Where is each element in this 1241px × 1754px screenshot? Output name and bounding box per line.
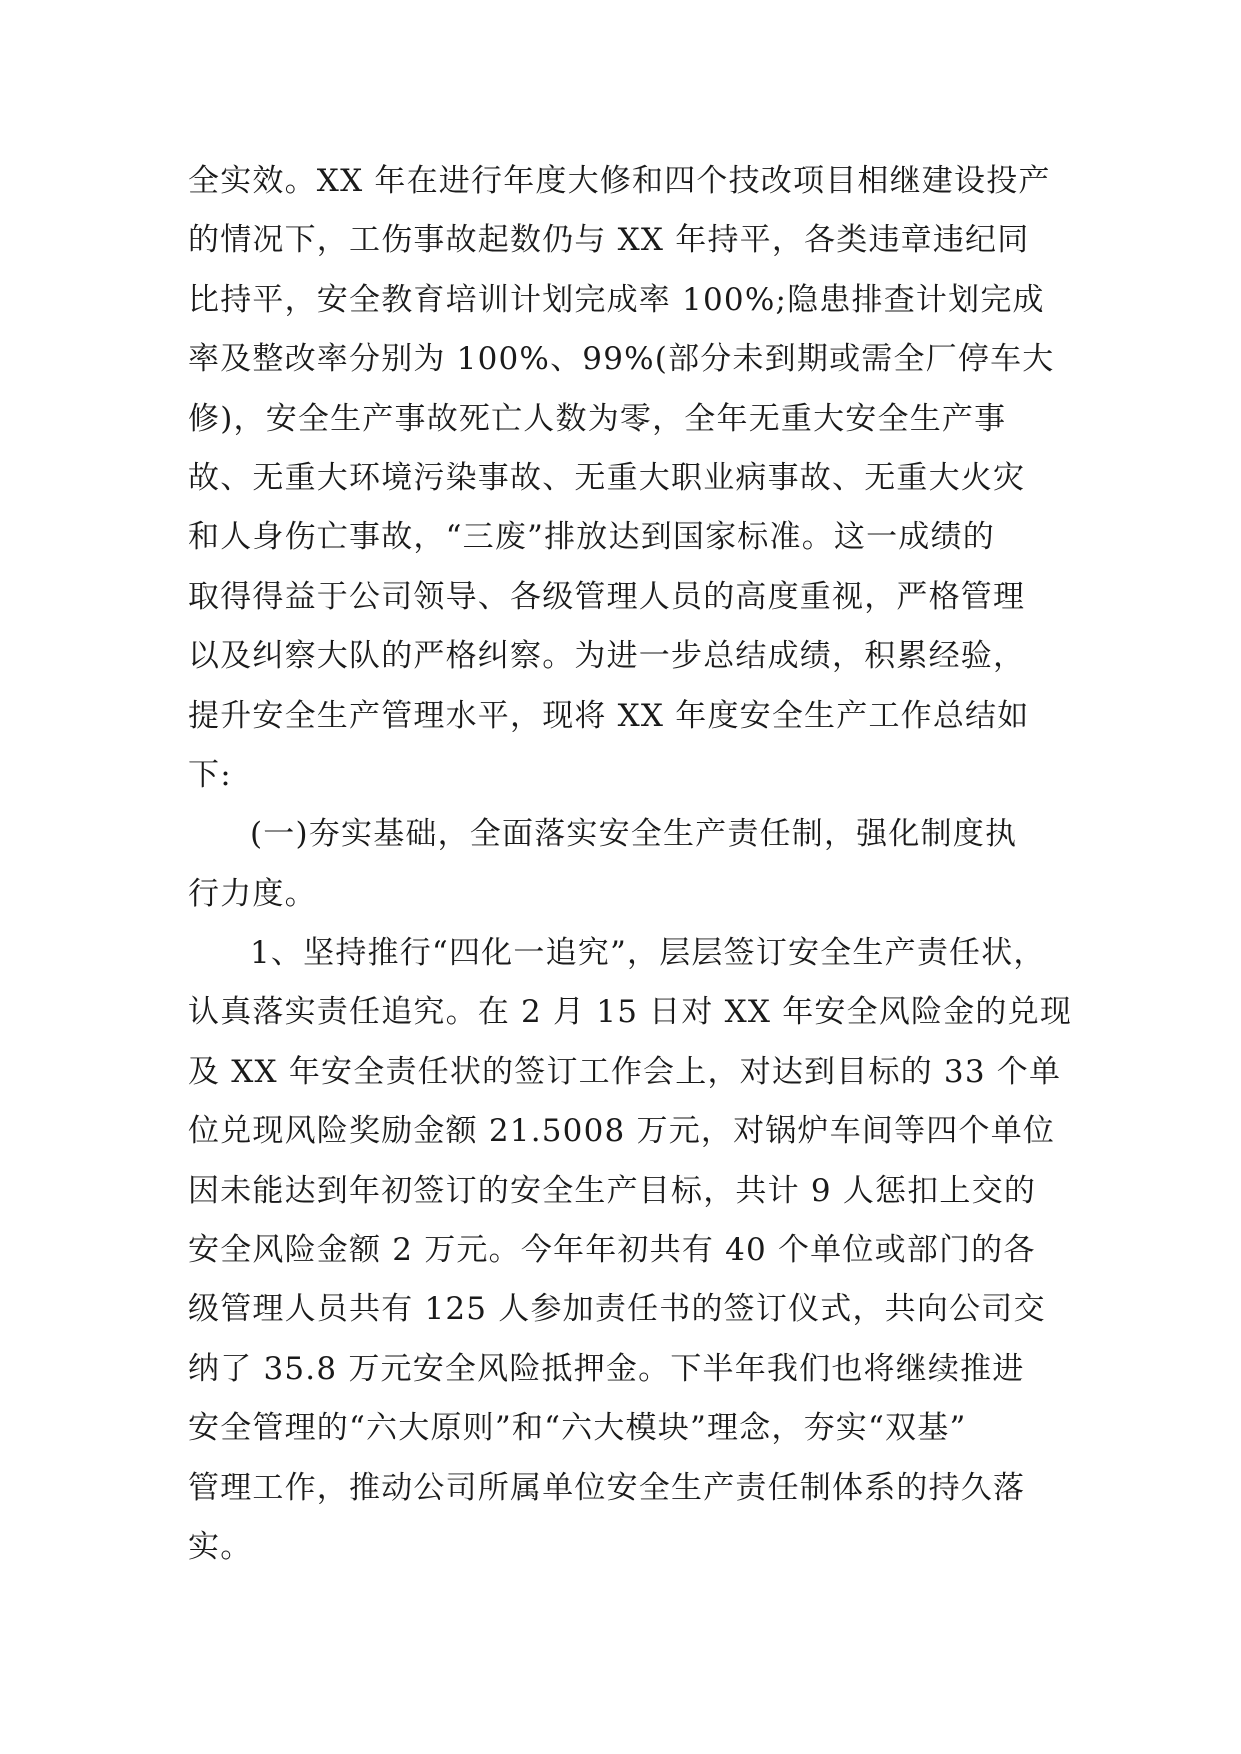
- text-line: 级管理人员共有 125 人参加责任书的签订仪式，共向公司交: [188, 1291, 1046, 1328]
- text-line: 安全管理的“六大原则”和“六大模块”理念，夯实“双基”: [188, 1410, 967, 1447]
- text-line: 管理工作，推动公司所属单位安全生产责任制体系的持久落: [188, 1469, 1026, 1506]
- text-line: 比持平，安全教育培训计划完成率 100%;隐患排查计划完成: [188, 281, 1045, 318]
- text-line: 以及纠察大队的严格纠察。为进一步总结成绩，积累经验，: [188, 638, 1026, 675]
- text-line: 全实效。XX 年在进行年度大修和四个技改项目相继建设投产: [188, 163, 1051, 199]
- text-line: 修)，安全生产事故死亡人数为零，全年无重大安全生产事: [188, 400, 1007, 437]
- text-line: 因未能达到年初签订的安全生产目标，共计 9 人惩扣上交的: [188, 1172, 1037, 1209]
- text-line: 的情况下，工伤事故起数仍与 XX 年持平，各类违章违纪同: [188, 222, 1030, 259]
- text-line: 实。: [188, 1528, 253, 1565]
- text-line: 安全风险金额 2 万元。今年年初共有 40 个单位或部门的各: [188, 1232, 1036, 1269]
- text-line: 取得得益于公司领导、各级管理人员的高度重视，严格管理: [188, 578, 1026, 615]
- text-line: 率及整改率分别为 100%、99%(部分未到期或需全厂停车大: [188, 341, 1055, 378]
- text-line: 纳了 35.8 万元安全风险抵押金。下半年我们也将继续推进: [188, 1350, 1025, 1387]
- text-line: 提升安全生产管理水平，现将 XX 年度安全生产工作总结如: [188, 697, 1030, 734]
- text-line: 认真落实责任追究。在 2 月 15 日对 XX 年安全风险金的兑现: [188, 994, 1073, 1031]
- text-line: 下:: [188, 756, 232, 793]
- text-line: 和人身伤亡事故，“三废”排放达到国家标准。这一成绩的: [188, 519, 995, 556]
- section-heading: (一)夯实基础，全面落实安全生产责任制，强化制度执: [250, 816, 1018, 853]
- text-line: 及 XX 年安全责任状的签订工作会上，对达到目标的 33 个单: [188, 1053, 1062, 1090]
- document-body: [188, 152, 1073, 1577]
- section-heading-continuation: 行力度。: [188, 875, 317, 912]
- paragraph-first-line: 1、坚持推行“四化一追究”，层层签订安全生产责任状，: [250, 935, 1046, 972]
- text-line: 故、无重大环境污染事故、无重大职业病事故、无重大火灾: [188, 459, 1026, 496]
- text-line: 位兑现风险奖励金额 21.5008 万元，对锅炉车间等四个单位: [188, 1113, 1056, 1150]
